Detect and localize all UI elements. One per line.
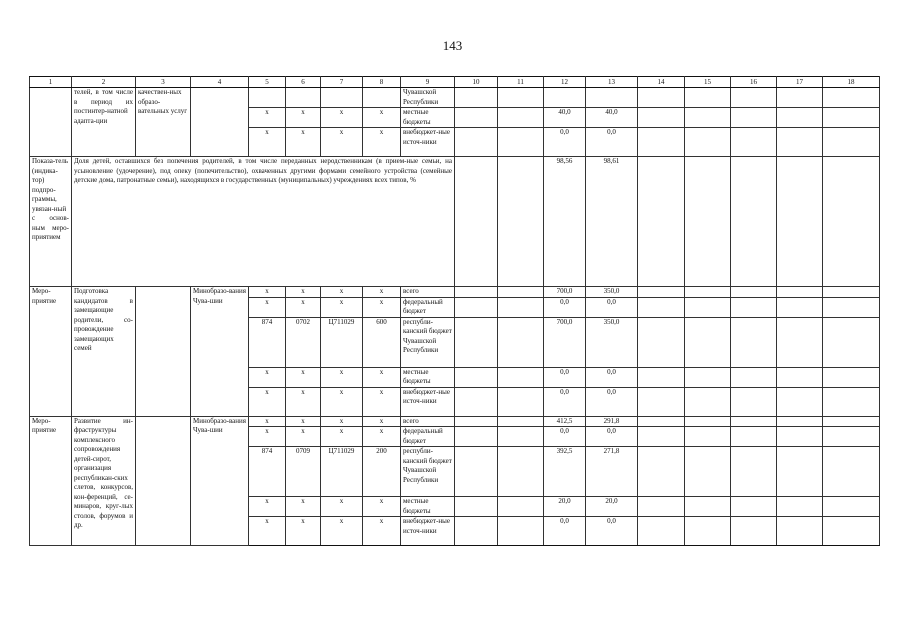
- cell-source: всего: [401, 287, 455, 298]
- table-row: [30, 287, 880, 298]
- cell-vr: x: [363, 108, 401, 128]
- table-row: [30, 157, 880, 287]
- cell-vr: x: [363, 416, 401, 427]
- cell-value: 0,0: [586, 367, 638, 387]
- cell-year: [685, 416, 731, 427]
- cell-value: 0,0: [586, 128, 638, 157]
- cell-year: [455, 447, 498, 497]
- header-col: 15: [685, 77, 731, 88]
- cell-year: [685, 88, 731, 108]
- cell-year: [823, 416, 880, 427]
- cell-grbs: x: [249, 367, 286, 387]
- cell-year: [731, 157, 777, 287]
- cell-value: 0,0: [544, 427, 586, 447]
- cell-year: [731, 287, 777, 298]
- cell-value: 0,0: [544, 387, 586, 416]
- header-col: 13: [586, 77, 638, 88]
- cell-year: [455, 427, 498, 447]
- header-row: [30, 77, 880, 88]
- header-col: 16: [731, 77, 777, 88]
- cell-year: [823, 287, 880, 298]
- cell-value: 700,0: [544, 287, 586, 298]
- cell-year: [455, 497, 498, 517]
- cell-rzpr: x: [286, 416, 321, 427]
- header-col: 1: [30, 77, 72, 88]
- cell-year: [731, 427, 777, 447]
- cell-year: [498, 287, 544, 298]
- cell-year: [498, 387, 544, 416]
- cell-year: [777, 416, 823, 427]
- cell-year: [498, 317, 544, 367]
- cell-status: Меро-приятие: [30, 416, 72, 546]
- cell-goal: [136, 416, 191, 546]
- cell-year: [823, 108, 880, 128]
- cell-value: 392,5: [544, 447, 586, 497]
- cell-vr: x: [363, 387, 401, 416]
- cell-rzpr: x: [286, 497, 321, 517]
- cell-year: [823, 157, 880, 287]
- cell-csr: Ц711029: [321, 447, 363, 497]
- cell-year: [498, 447, 544, 497]
- cell-source: местные бюджеты: [401, 108, 455, 128]
- cell-value: 0,0: [544, 128, 586, 157]
- cell-year: [638, 287, 685, 298]
- cell-rzpr: x: [286, 297, 321, 317]
- cell-value: 40,0: [586, 108, 638, 128]
- cell-year: [731, 517, 777, 546]
- cell-vr: x: [363, 297, 401, 317]
- cell-value: 271,8: [586, 447, 638, 497]
- cell-rzpr: x: [286, 427, 321, 447]
- cell-csr: x: [321, 128, 363, 157]
- cell-value: 0,0: [544, 297, 586, 317]
- cell-value: 0,0: [586, 427, 638, 447]
- cell-csr: x: [321, 287, 363, 298]
- cell-csr: x: [321, 108, 363, 128]
- cell-year: [455, 157, 498, 287]
- cell-year: [455, 416, 498, 427]
- cell-year: [685, 427, 731, 447]
- cell-year: [823, 447, 880, 497]
- cell-year: [455, 317, 498, 367]
- cell-rzpr: 0702: [286, 317, 321, 367]
- cell-rzpr: x: [286, 387, 321, 416]
- header-col: 18: [823, 77, 880, 88]
- cell-year: [498, 88, 544, 108]
- cell-year: [823, 517, 880, 546]
- cell-value: 98,56: [544, 157, 586, 287]
- cell-year: [638, 427, 685, 447]
- cell-rzpr: x: [286, 287, 321, 298]
- cell-year: [777, 497, 823, 517]
- cell-value: 0,0: [586, 387, 638, 416]
- cell-year: [498, 297, 544, 317]
- cell-year: [731, 416, 777, 427]
- cell-grbs: x: [249, 387, 286, 416]
- header-col: 3: [136, 77, 191, 88]
- cell-vr: x: [363, 427, 401, 447]
- cell-year: [498, 367, 544, 387]
- cell-year: [731, 317, 777, 367]
- header-col: 11: [498, 77, 544, 88]
- header-col: 5: [249, 77, 286, 88]
- cell-year: [777, 447, 823, 497]
- cell-year: [498, 108, 544, 128]
- cell-year: [777, 287, 823, 298]
- cell-year: [777, 88, 823, 108]
- cell-year: [731, 387, 777, 416]
- header-col: 7: [321, 77, 363, 88]
- cell-csr: Ц711029: [321, 317, 363, 367]
- cell-source: федеральный бюджет: [401, 427, 455, 447]
- table-row: [30, 88, 880, 108]
- cell-grbs: x: [249, 517, 286, 546]
- cell-executor: [191, 88, 249, 157]
- cell-year: [731, 447, 777, 497]
- cell-year: [455, 387, 498, 416]
- cell-year: [455, 367, 498, 387]
- table-row: [30, 416, 880, 427]
- cell-year: [498, 416, 544, 427]
- cell-year: [638, 447, 685, 497]
- cell-year: [731, 297, 777, 317]
- header-col: 10: [455, 77, 498, 88]
- cell-value: 0,0: [544, 517, 586, 546]
- cell-grbs: [249, 88, 286, 108]
- cell-year: [685, 517, 731, 546]
- cell-name: Подготовка кандидатов в замещающие родители, со-провождение замещающих семей: [72, 287, 136, 417]
- cell-value: 291,8: [586, 416, 638, 427]
- cell-rzpr: x: [286, 108, 321, 128]
- cell-year: [685, 497, 731, 517]
- cell-year: [455, 128, 498, 157]
- cell-grbs: x: [249, 416, 286, 427]
- cell-csr: x: [321, 387, 363, 416]
- cell-executor: Минобразо-вания Чува-шии: [191, 287, 249, 417]
- cell-year: [731, 108, 777, 128]
- cell-indicator: Доля детей, оставшихся без попечения родителей, в том числе переданных неродственникам (в прием-ные семьи, на усыновление (удочерение), под опеку (попечительство), охваченных другими формами семейного устройства (семейные детские дома, патронатные семьи), находящихся в государственных (муниципальных) учреждениях всех типов, %: [72, 157, 455, 287]
- cell-year: [823, 297, 880, 317]
- cell-year: [731, 497, 777, 517]
- cell-year: [455, 287, 498, 298]
- cell-vr: [363, 88, 401, 108]
- cell-year: [498, 128, 544, 157]
- cell-year: [777, 157, 823, 287]
- cell-year: [777, 387, 823, 416]
- cell-value: 20,0: [586, 497, 638, 517]
- cell-year: [544, 88, 586, 108]
- cell-year: [586, 88, 638, 108]
- cell-source: Чувашской Республики: [401, 88, 455, 108]
- cell-year: [823, 387, 880, 416]
- cell-grbs: x: [249, 128, 286, 157]
- program-table: [29, 76, 880, 546]
- header-col: 4: [191, 77, 249, 88]
- cell-year: [777, 317, 823, 367]
- cell-csr: x: [321, 517, 363, 546]
- cell-year: [685, 157, 731, 287]
- cell-executor: Минобразо-вания Чува-шии: [191, 416, 249, 546]
- cell-year: [731, 367, 777, 387]
- cell-grbs: x: [249, 497, 286, 517]
- cell-year: [638, 128, 685, 157]
- cell-year: [685, 387, 731, 416]
- cell-year: [455, 88, 498, 108]
- cell-csr: x: [321, 367, 363, 387]
- cell-status: [30, 88, 72, 157]
- cell-source: республи-канский бюджет Чувашской Республики: [401, 317, 455, 367]
- cell-year: [638, 317, 685, 367]
- cell-year: [638, 297, 685, 317]
- cell-csr: x: [321, 416, 363, 427]
- cell-source: внебюджет-ные источ-ники: [401, 387, 455, 416]
- cell-source: федеральный бюджет: [401, 297, 455, 317]
- cell-year: [685, 447, 731, 497]
- cell-year: [638, 367, 685, 387]
- cell-name: Развитие ин-фраструктуры комплексного сопровождения детей-сирот, организация республикан-ских слетов, конкурсов, кон-ференций, се-минаров, круг-лых столов, форумов и др.: [72, 416, 136, 546]
- cell-year: [777, 297, 823, 317]
- cell-csr: x: [321, 497, 363, 517]
- cell-goal: качествен-ных образо-вательных услуг: [136, 88, 191, 157]
- cell-value: 350,0: [586, 287, 638, 298]
- header-col: 9: [401, 77, 455, 88]
- cell-csr: x: [321, 297, 363, 317]
- cell-value: 20,0: [544, 497, 586, 517]
- cell-year: [498, 427, 544, 447]
- header-col: 17: [777, 77, 823, 88]
- cell-rzpr: 0709: [286, 447, 321, 497]
- cell-grbs: 874: [249, 317, 286, 367]
- cell-status: Показа-тель (индика-тор) подпро-граммы, увязан-ный с основ-ным меро-приятием: [30, 157, 72, 287]
- cell-year: [638, 387, 685, 416]
- cell-year: [685, 367, 731, 387]
- cell-year: [777, 128, 823, 157]
- cell-year: [498, 497, 544, 517]
- cell-year: [823, 497, 880, 517]
- cell-year: [823, 367, 880, 387]
- cell-vr: x: [363, 517, 401, 546]
- cell-year: [685, 108, 731, 128]
- cell-vr: x: [363, 497, 401, 517]
- cell-vr: 200: [363, 447, 401, 497]
- cell-value: 412,5: [544, 416, 586, 427]
- cell-year: [638, 497, 685, 517]
- cell-source: местные бюджеты: [401, 367, 455, 387]
- cell-year: [685, 287, 731, 298]
- cell-source: республи-канский бюджет Чувашской Республики: [401, 447, 455, 497]
- cell-year: [638, 416, 685, 427]
- cell-vr: x: [363, 128, 401, 157]
- header-col: 6: [286, 77, 321, 88]
- cell-year: [685, 297, 731, 317]
- cell-status: Меро-приятие: [30, 287, 72, 417]
- cell-year: [823, 128, 880, 157]
- cell-value: 350,0: [586, 317, 638, 367]
- header-col: 12: [544, 77, 586, 88]
- cell-value: 0,0: [544, 367, 586, 387]
- cell-rzpr: x: [286, 517, 321, 546]
- cell-value: 700,0: [544, 317, 586, 367]
- cell-name: телей, в том числе в период их постинтер-натной адапта-ции: [72, 88, 136, 157]
- cell-year: [823, 88, 880, 108]
- cell-year: [777, 427, 823, 447]
- cell-csr: [321, 88, 363, 108]
- cell-source: местные бюджеты: [401, 497, 455, 517]
- cell-value: 40,0: [544, 108, 586, 128]
- cell-grbs: 874: [249, 447, 286, 497]
- cell-year: [455, 297, 498, 317]
- cell-value: 98,61: [586, 157, 638, 287]
- cell-year: [731, 88, 777, 108]
- header-col: 8: [363, 77, 401, 88]
- cell-year: [777, 517, 823, 546]
- cell-grbs: x: [249, 287, 286, 298]
- page-number: 143: [442, 38, 463, 53]
- cell-value: 0,0: [586, 517, 638, 546]
- cell-value: 0,0: [586, 297, 638, 317]
- cell-year: [638, 108, 685, 128]
- cell-year: [455, 517, 498, 546]
- cell-grbs: x: [249, 108, 286, 128]
- cell-year: [731, 128, 777, 157]
- cell-rzpr: x: [286, 128, 321, 157]
- cell-year: [823, 427, 880, 447]
- cell-grbs: x: [249, 427, 286, 447]
- cell-year: [638, 88, 685, 108]
- cell-source: внебюджет-ные источ-ники: [401, 517, 455, 546]
- cell-year: [777, 108, 823, 128]
- cell-vr: x: [363, 367, 401, 387]
- cell-goal: [136, 287, 191, 417]
- cell-year: [823, 317, 880, 367]
- cell-year: [685, 128, 731, 157]
- header-col: 2: [72, 77, 136, 88]
- cell-vr: x: [363, 287, 401, 298]
- cell-source: всего: [401, 416, 455, 427]
- cell-year: [777, 367, 823, 387]
- cell-source: внебюджет-ные источ-ники: [401, 128, 455, 157]
- cell-rzpr: [286, 88, 321, 108]
- cell-vr: 600: [363, 317, 401, 367]
- cell-year: [638, 517, 685, 546]
- cell-year: [455, 108, 498, 128]
- cell-year: [498, 517, 544, 546]
- cell-rzpr: x: [286, 367, 321, 387]
- header-col: 14: [638, 77, 685, 88]
- cell-year: [498, 157, 544, 287]
- cell-csr: x: [321, 427, 363, 447]
- cell-grbs: x: [249, 297, 286, 317]
- cell-year: [638, 157, 685, 287]
- cell-year: [685, 317, 731, 367]
